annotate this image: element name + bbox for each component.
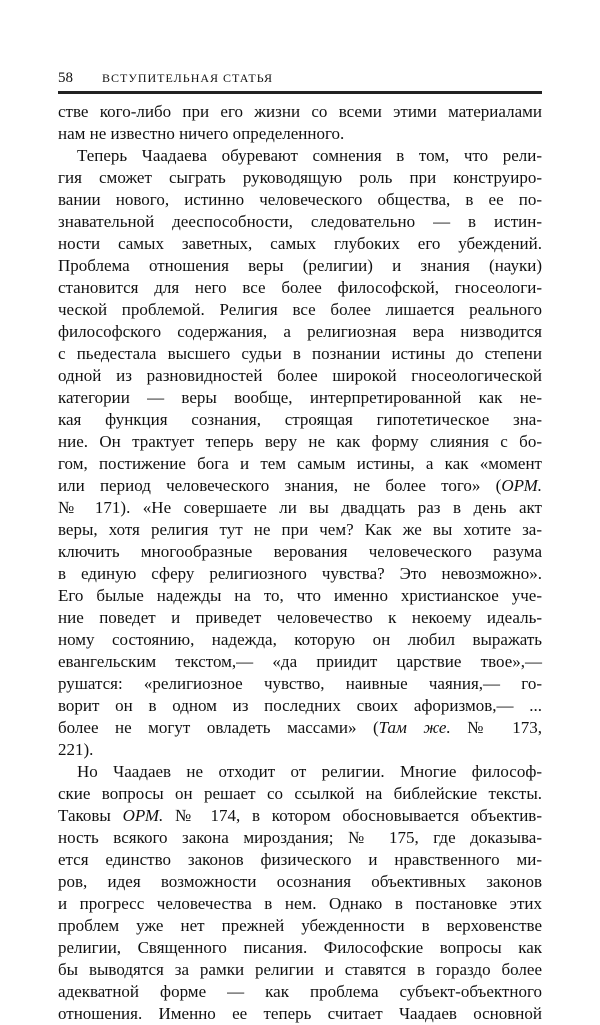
text-segment: с пьедестала высшего судьи в познании истины до степени: [58, 344, 542, 363]
text-segment: отношения. Именно ее теперь считает Чаадаев основной: [58, 1004, 542, 1023]
text-line: [58, 629, 542, 651]
text-line: [58, 277, 542, 299]
text-segment: веры, хотя религия тут не при чем? Как же вы хотите за-: [58, 520, 542, 539]
text-segment: проблем уже нет прежней убежденности в верховенстве: [58, 916, 542, 935]
italic-citation: ОРМ.: [122, 806, 164, 825]
text-segment: ность всякого закона мироздания; № 175, где доказыва-: [58, 828, 542, 847]
text-line: [58, 827, 542, 849]
text-line: [58, 607, 542, 629]
text-segment: № 174, в котором обосновывается объектив-: [163, 806, 542, 825]
text-line: [58, 959, 542, 981]
text-line: [58, 717, 542, 739]
text-segment: знавательной дееспособности, следовательно — в истин-: [58, 212, 542, 231]
text-line: [58, 409, 542, 431]
text-line: [58, 981, 542, 1003]
text-segment: ров, идея возможности осознания объективных законов: [58, 872, 542, 891]
text-line: [58, 145, 542, 167]
text-segment: кая функция сознания, строящая гипотетическое зна-: [58, 410, 542, 429]
text-line: [58, 805, 542, 827]
text-line: [58, 541, 542, 563]
text-line: [58, 563, 542, 585]
text-segment: в единую сферу религиозного чувства? Это невозможно».: [58, 564, 542, 583]
text-line: [58, 893, 542, 915]
body-text: [58, 101, 542, 1025]
text-line: [58, 1003, 542, 1025]
text-segment: ские вопросы он решает со ссылкой на библейские тексты.: [58, 784, 542, 803]
text-segment: гом, постижение бога и тем самым истины, а как «момент: [58, 454, 542, 473]
text-segment: ному состоянию, надежда, которую он любил выражать: [58, 630, 542, 649]
text-line: [58, 189, 542, 211]
text-line: [58, 915, 542, 937]
italic-citation: ОРМ.: [501, 476, 542, 495]
text-line: [58, 761, 542, 783]
text-segment: философского содержания, а религиозная вера низводится: [58, 322, 542, 341]
text-line: [58, 783, 542, 805]
text-segment: ется единство законов физического и нравственного ми-: [58, 850, 542, 869]
text-segment: Проблема отношения веры (религии) и знания (науки): [58, 256, 542, 275]
text-line: [58, 475, 542, 497]
text-line: [58, 497, 542, 519]
text-line: [58, 299, 542, 321]
text-line: [58, 431, 542, 453]
text-segment: ворит он в одном из последних своих афоризмов,— ...: [58, 696, 542, 715]
text-line: [58, 343, 542, 365]
running-title: ВСТУПИТЕЛЬНАЯ СТАТЬЯ: [102, 71, 273, 85]
text-segment: гия сможет сыграть руководящую роль при конструиро-: [58, 168, 542, 187]
text-segment: евангельским текстом,— «да приидит царствие твое»,—: [58, 652, 542, 671]
text-segment: ключить многообразные верования человеческого разума: [58, 542, 542, 561]
text-segment: Таковы: [58, 806, 123, 825]
text-line: [58, 233, 542, 255]
text-line: [58, 101, 542, 123]
text-line: [58, 365, 542, 387]
text-line: [58, 849, 542, 871]
text-segment: рушатся: «религиозное чувство, наивные чаяния,— го-: [58, 674, 542, 693]
text-segment: нам не известно ничего определенного.: [58, 124, 345, 143]
text-line: [58, 651, 542, 673]
text-line: [58, 585, 542, 607]
text-segment: Его былые надежды на то, что именно христианское уче-: [58, 586, 542, 605]
text-line: [58, 739, 542, 761]
text-line: [58, 695, 542, 717]
text-segment: Теперь Чаадаева обуревают сомнения в том, что рели-: [77, 146, 542, 165]
text-segment: № 171). «Не совершаете ли вы двадцать раз в день акт: [58, 498, 542, 517]
page-number: 58: [58, 70, 73, 86]
text-segment: ние. Он трактует теперь веру не как форму слияния с бо-: [58, 432, 542, 451]
text-segment: ние поведет и приведет человечество к некоему идеаль-: [58, 608, 542, 627]
text-segment: ческой проблемой. Религия все более лишается реального: [58, 300, 542, 319]
text-segment: стве кого-либо при его жизни со всеми этими материалами: [58, 102, 542, 121]
text-segment: категории — веры вообще, интерпретированной как не-: [58, 388, 542, 407]
text-segment: одной из разновидностей более широкой гносеологической: [58, 366, 542, 385]
text-line: [58, 211, 542, 233]
text-segment: № 173,: [450, 718, 542, 737]
text-segment: бы выводятся за рамки религии и ставятся в гораздо более: [58, 960, 542, 979]
header-rule: [58, 91, 542, 94]
text-segment: становится для него все более философской, гносеологи-: [58, 278, 542, 297]
text-segment: и прогресс человечества в нем. Однако в постановке этих: [58, 894, 542, 913]
text-line: [58, 255, 542, 277]
text-line: [58, 453, 542, 475]
text-line: [58, 387, 542, 409]
text-segment: 221).: [58, 740, 94, 759]
text-line: [58, 321, 542, 343]
running-header: [58, 70, 542, 90]
text-segment: адекватной форме — как проблема субъект-объектного: [58, 982, 542, 1001]
text-line: [58, 519, 542, 541]
text-segment: религии, Священного писания. Философские вопросы как: [58, 938, 542, 957]
text-segment: вании нового, истинно человеческого общества, в ее по-: [58, 190, 542, 209]
text-segment: более не могут овладеть массами» (: [58, 718, 379, 737]
text-line: [58, 123, 542, 145]
text-line: [58, 673, 542, 695]
text-segment: Но Чаадаев не отходит от религии. Многие философ-: [77, 762, 542, 781]
text-line: [58, 167, 542, 189]
text-segment: или период человеческого знания, не более того» (: [58, 476, 502, 495]
text-line: [58, 937, 542, 959]
text-line: [58, 871, 542, 893]
italic-citation: Там же.: [378, 718, 451, 737]
text-segment: ности самых заветных, самых глубоких его убеждений.: [58, 234, 542, 253]
